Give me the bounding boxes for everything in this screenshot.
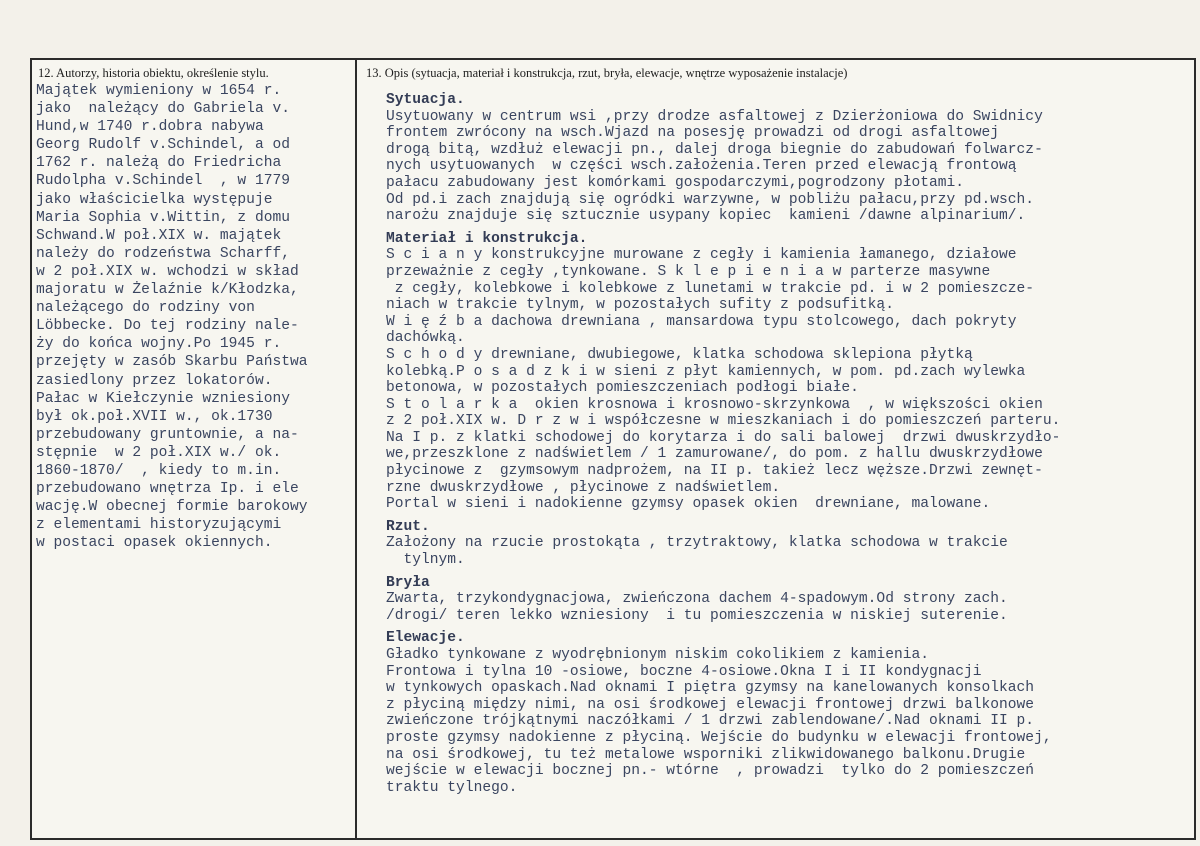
section-line: betonowa, w pozostałych pomieszczeniach podłogi białe. <box>386 380 859 397</box>
section-title: Materiał i konstrukcja. <box>386 230 588 247</box>
description-section <box>386 519 1194 569</box>
section-line: Na I p. z klatki schodowej do korytarza i do sali balowej drzwi dwuskrzydło- <box>386 429 1061 446</box>
section-line: z płyciną między nimi, na osi środkowej elewacji frontowej drzwi balkonowe <box>386 696 1035 713</box>
history-line: jako właścicielka występuje <box>36 191 273 208</box>
section-line: w tynkowych opaskach.Nad oknami I piętra gzymsy na kanelowanych konsolkach <box>386 680 1035 697</box>
section-line: S t o l a r k a okien krosnowa i krosnowo-skrzynkowa , w większości okien <box>386 396 1043 413</box>
history-line: Maria Sophia v.Wittin, z domu <box>36 209 290 226</box>
left-column-header: 12. Autorzy, historia obiektu, określenie stylu. <box>38 66 269 80</box>
section-title: Sytuacja. <box>386 92 465 108</box>
history-line: należy do rodzeństwa Scharff, <box>36 245 290 262</box>
description-section <box>386 630 1194 796</box>
section-line: dachówką. <box>386 330 465 347</box>
right-column-header: 13. Opis (sytuacja, materiał i konstrukcja, rzut, bryła, elewacje, wnętrze wyposażenie instalacje) <box>366 66 848 80</box>
section-title: Elewacje. <box>386 630 465 647</box>
history-line: z elementami historyzującymi <box>36 517 282 534</box>
section-line: nych usytuowanych w części wsch.założenia.Teren przed elewacją frontową <box>386 158 1017 175</box>
section-line: narożu znajduje się sztucznie usypany kopiec kamieni /dawne alpinarium/. <box>386 208 1026 225</box>
page-top-margin <box>0 0 1200 58</box>
history-line: stępnie w 2 poł.XIX w./ ok. <box>36 444 282 461</box>
section-line: na osi środkowej, tu też metalowe wsporniki zlikwidowanego balkonu.Drugie <box>386 746 1026 763</box>
section-line: traktu tylnego. <box>386 779 518 796</box>
history-line: przebudowano wnętrza Ip. i ele <box>36 481 299 498</box>
section-line: /drogi/ teren lekko wzniesiony i tu pomieszczenia w niskiej suterenie. <box>386 607 1008 624</box>
history-line: 1860-1870/ , kiedy to m.in. <box>36 462 282 479</box>
section-line: kolebką.P o s a d z k i w sieni z płyt kamiennych, w pom. pd.zach wylewka <box>386 363 1026 380</box>
section-line: niach w trakcie tylnym, w pozostałych sufity z podsufitką. <box>386 297 894 314</box>
history-line: Majątek wymieniony w 1654 r. <box>36 83 282 99</box>
section-line: przeważnie z cegły ,tynkowane. S k l e p i e n i a w parterze masywne <box>386 263 991 280</box>
section-line: z 2 poł.XIX w. D r z w i współczesne w mieszkaniach i do pomieszczeń parteru. <box>386 413 1061 430</box>
section-title: Rzut. <box>386 518 430 535</box>
history-line: przejęty w zasób Skarbu Państwa <box>36 354 308 371</box>
description-section <box>386 92 1194 225</box>
section-line: S c h o d y drewniane, dwubiegowe, klatka schodowa sklepiona płytką <box>386 346 973 363</box>
history-line: Schwand.W poł.XIX w. majątek <box>36 227 282 244</box>
section-line: Usytuowany w centrum wsi ,przy drodze asfaltowej z Dzierżoniowa do Swidnicy <box>386 108 1043 125</box>
section-line: drogą bitą, wzdłuż elewacji pn., dalej droga biegnie do zabudowań folwarcz- <box>386 141 1043 158</box>
section-line: rzne dwuskrzydłowe , płycinowe z nadświetlem. <box>386 479 781 496</box>
section-line: W i ę ź b a dachowa drewniana , mansardowa typu stolcowego, dach pokryty <box>386 313 1017 330</box>
description-section <box>386 231 1194 513</box>
history-line: Georg Rudolf v.Schindel, a od <box>36 137 290 154</box>
history-line: Rudolpha v.Schindel , w 1779 <box>36 173 290 190</box>
form-sheet <box>30 58 1196 840</box>
section-line: płycinowe z gzymsowym nadprożem, na II p. takież lecz węższe.Drzwi zewnęt- <box>386 463 1043 480</box>
history-line: majoratu w Żelaźnie k/Kłodzka, <box>36 282 299 299</box>
section-line: Od pd.i zach znajdują się ogródki warzywne, w pobliżu pałacu,przy pd.wsch. <box>386 191 1035 208</box>
history-line: Löbbecke. Do tej rodziny nale- <box>36 318 299 335</box>
history-line: w 2 poł.XIX w. wchodzi w skład <box>36 263 299 280</box>
section-line: tylnym. <box>386 552 465 569</box>
section-line: we,przeszklone z nadświetlem / 1 zamurowane/, do pom. z hallu dwuskrzydłowe <box>386 446 1043 463</box>
section-line: S c i a n y konstrukcyjne murowane z cegły i kamienia łamanego, działowe <box>386 247 1017 264</box>
section-line: pałacu zabudowany jest komórkami gospodarczymi,pogrodzony płotami. <box>386 174 965 191</box>
history-line: w postaci opasek okiennych. <box>36 535 273 552</box>
history-line: należącego do rodziny von <box>36 300 255 317</box>
section-line: Portal w sieni i nadokienne gzymsy opasek okien drewniane, malowane. <box>386 496 991 513</box>
history-text <box>36 82 354 552</box>
history-line: 1762 r. należą do Friedricha <box>36 155 282 172</box>
history-line: wację.W obecnej formie barokowy <box>36 499 308 516</box>
history-line: Hund,w 1740 r.dobra nabywa <box>36 119 264 136</box>
description-text <box>386 92 1194 796</box>
section-line: proste gzymsy nadokienne z płyciną. Wejście do budynku w elewacji frontowej, <box>386 729 1052 746</box>
section-line: z cegły, kolebkowe i kolebkowe z lunetami w trakcie pd. i w 2 pomieszcze- <box>386 280 1035 297</box>
section-line: zwieńczone trójkątnymi naczółkami / 1 drzwi zablendowane/.Nad oknami II p. <box>386 713 1035 730</box>
section-line: Założony na rzucie prostokąta , trzytraktowy, klatka schodowa w trakcie <box>386 535 1008 552</box>
history-line: Pałac w Kiełczynie wzniesiony <box>36 390 290 407</box>
section-line: wejście w elewacji bocznej pn.- wtórne , prowadzi tylko do 2 pomieszczeń <box>386 763 1035 780</box>
history-line: jako należący do Gabriela v. <box>36 101 290 118</box>
column-divider <box>355 60 357 838</box>
history-line: zasiedlony przez lokatorów. <box>36 372 273 389</box>
description-section <box>386 575 1194 625</box>
section-line: frontem zwrócony na wsch.Wjazd na posesję prowadzi od drogi asfaltowej <box>386 125 1000 142</box>
section-title: Bryła <box>386 574 430 591</box>
history-line: przebudowany gruntownie, a na- <box>36 426 299 443</box>
history-line: ży do końca wojny.Po 1945 r. <box>36 336 282 353</box>
section-line: Frontowa i tylna 10 -osiowe, boczne 4-osiowe.Okna I i II kondygnacji <box>386 663 982 680</box>
section-line: Zwarta, trzykondygnacjowa, zwieńczona dachem 4-spadowym.Od strony zach. <box>386 591 1008 608</box>
history-line: był ok.poł.XVII w., ok.1730 <box>36 408 273 425</box>
section-line: Gładko tynkowane z wyodrębnionym niskim cokolikiem z kamienia. <box>386 647 929 663</box>
